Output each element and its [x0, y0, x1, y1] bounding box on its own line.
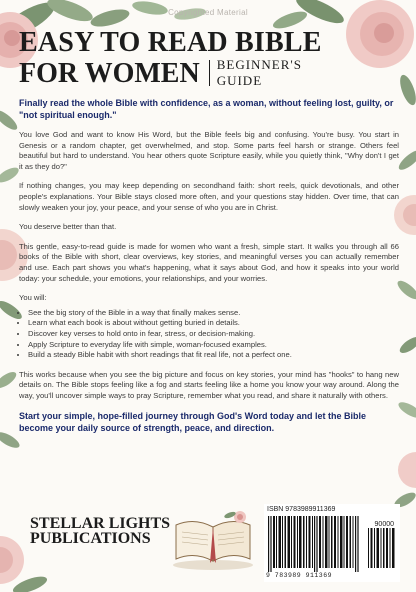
call-to-action: Start your simple, hope-filled journey through God's Word today and let the Bible become your daily source of strength, peace, and direction.	[19, 411, 366, 434]
body-paragraph-5: You will:	[19, 293, 47, 303]
publisher-logo	[30, 516, 170, 546]
list-item: • Learn what each book is about without getting buried in details.	[28, 318, 399, 329]
price-code: 90000	[374, 521, 394, 528]
closing-paragraph: This works because when you see the big picture and focus on key stories, your mind has "hooks" to hang new details on. The Bible stops feeling like a fog and starts feeling like a home you know your way around. Along the way, you'll uncover simple ways to pray Scripture, remember what you read, and share it naturally with others.	[19, 369, 399, 400]
open-bible-icon	[170, 505, 256, 571]
cover-text	[19, 28, 399, 434]
publisher-line2: PUBLICATIONS	[30, 530, 151, 547]
subtitle-line2: GUIDE	[216, 73, 263, 88]
barcode-number: 9 783989 911369	[266, 572, 333, 579]
isbn-text: ISBN 9783989911369	[267, 506, 336, 513]
book-subtitle	[217, 58, 302, 90]
list-item: • Discover key verses to hold onto in fear, stress, or decision-making.	[28, 329, 399, 340]
barcode-box	[264, 504, 400, 582]
publisher-line1: STELLAR LIGHTS	[30, 515, 171, 532]
subtitle-line1: BEGINNER'S	[216, 57, 302, 72]
body-paragraph-2: If nothing changes, you may keep depending on secondhand faith: short reels, quick devotionals, and other people's explanations. Your Bible stays closed more often, and your questions stay hidden. Over time, that can slowly weaken your joy, your peace, and your sense of who you are in Christ.	[19, 181, 399, 212]
book-title-line1: EASY TO READ BIBLE	[19, 27, 322, 58]
list-item: • Build a steady Bible habit with short readings that fit real life, not a perfect one.	[28, 350, 399, 361]
barcode-icon	[268, 516, 398, 572]
lead-paragraph: Finally read the whole Bible with confidence, as a woman, without feeling lost, guilty, or "not spiritual enough."	[19, 98, 394, 120]
body-paragraph-4: This gentle, easy-to-read guide is made for women who want a fresh, simple start. It walks you through all 66 books of the Bible with short, clear overviews, key stories, and meaningful verses you can actually remember and use. Each part shows you what's happening, what it says about God, and how it speaks into your world today: your schedule, your emotions, your relationships, and your worries.	[19, 241, 399, 283]
body-paragraph-3: You deserve better than that.	[19, 222, 117, 232]
title-divider	[209, 60, 210, 86]
list-item: • See the big story of the Bible in a way that finally makes sense.	[28, 308, 399, 319]
book-title-main: FOR WOMEN	[19, 58, 200, 89]
list-item: • Apply Scripture to everyday life with simple, woman-focused examples.	[28, 340, 399, 351]
benefit-list	[19, 308, 399, 361]
body-paragraph-1: You love God and want to know His Word, but the Bible feels big and confusing. You're busy. You start in Genesis or a random chapter, get overwhelmed, and stop. Some parts feel harsh or strange. Others feel beautiful but hard to understand. You hear others quote Scripture easily, while you quietly think, "Why don't I get it as they do?"	[19, 130, 399, 171]
copyright-watermark: Copyrighted Material	[168, 8, 248, 17]
book-title-line2	[19, 58, 399, 90]
